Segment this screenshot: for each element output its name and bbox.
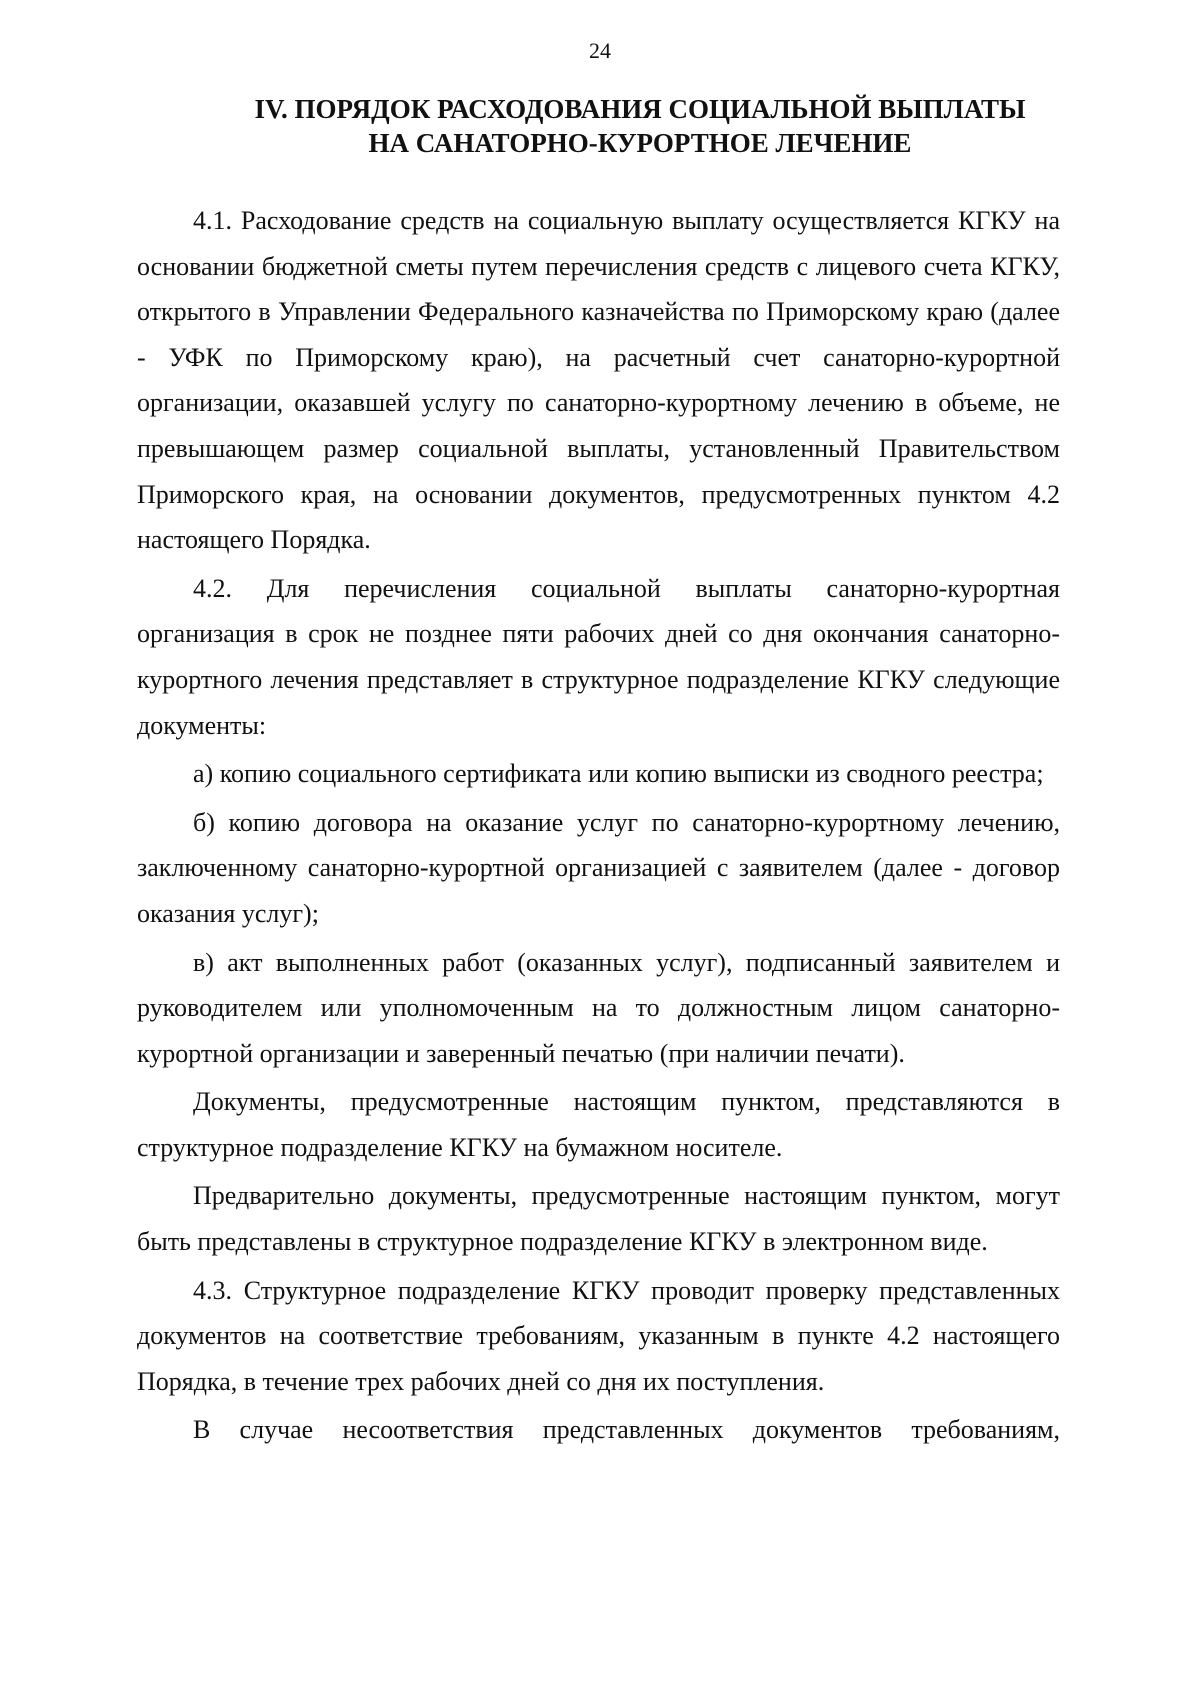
section-heading — [180, 92, 1100, 160]
paragraph-4-2: 4.2. Для перечисления социальной выплаты санаторно-курортная организация в срок не позднее пяти рабочих дней со дня окончания санаторно-курортного лечения представляет в структурное подразделение КГКУ следующие документы: — [137, 573, 1060, 740]
section-heading-line-2: НА САНАТОРНО-КУРОРТНОЕ ЛЕЧЕНИЕ — [368, 128, 912, 158]
paragraph-item-a: а) копию социального сертификата или копию выписки из сводного реестра; — [193, 759, 1044, 789]
paragraph-item-b: б) копию договора на оказание услуг по санаторно-курортному лечению, заключенному санаторно-курортной организацией с заявителем (далее - договор оказания услуг); — [137, 807, 1060, 928]
paragraph-electronic-submission: Предварительно документы, предусмотренные настоящим пунктом, могут быть представлены в структурное подразделение КГКУ в электронном виде. — [137, 1181, 1060, 1257]
page-number: 24 — [589, 38, 611, 63]
document-body — [137, 198, 1060, 1456]
paragraph-noncompliance: В случае несоответствия представленных документов требованиям, — [193, 1415, 1060, 1445]
paragraph-4-3: 4.3. Структурное подразделение КГКУ проводит проверку представленных документов на соответствие требованиям, указанным в пункте 4.2 настоящего Порядка, в течение трех рабочих дней со дня их поступления. — [137, 1275, 1060, 1396]
paragraph-item-v: в) акт выполненных работ (оказанных услуг), подписанный заявителем и руководителем или уполномоченным на то должностным лицом санаторно-курортной организации и заверенный печатью (при наличии печати). — [137, 947, 1060, 1068]
section-heading-line-1: IV. ПОРЯДОК РАСХОДОВАНИЯ СОЦИАЛЬНОЙ ВЫПЛАТЫ — [254, 94, 1026, 124]
paragraph-4-1: 4.1. Расходование средств на социальную выплату осуществляется КГКУ на основании бюджетной сметы путем перечисления средств с лицевого счета КГКУ, открытого в Управлении Федерального казначейства по Приморскому краю (далее - УФК по Приморскому краю), на расчетный счет санаторно-курортной организации, оказавшей услугу по санаторно-курортному лечению в объеме, не превышающем размер социальной выплаты, установленный Правительством Приморского края, на основании документов, предусмотренных пунктом 4.2 настоящего Порядка. — [137, 206, 1060, 555]
paragraph-paper-submission: Документы, предусмотренные настоящим пунктом, представляются в структурное подразделение КГКУ на бумажном носителе. — [137, 1087, 1060, 1162]
